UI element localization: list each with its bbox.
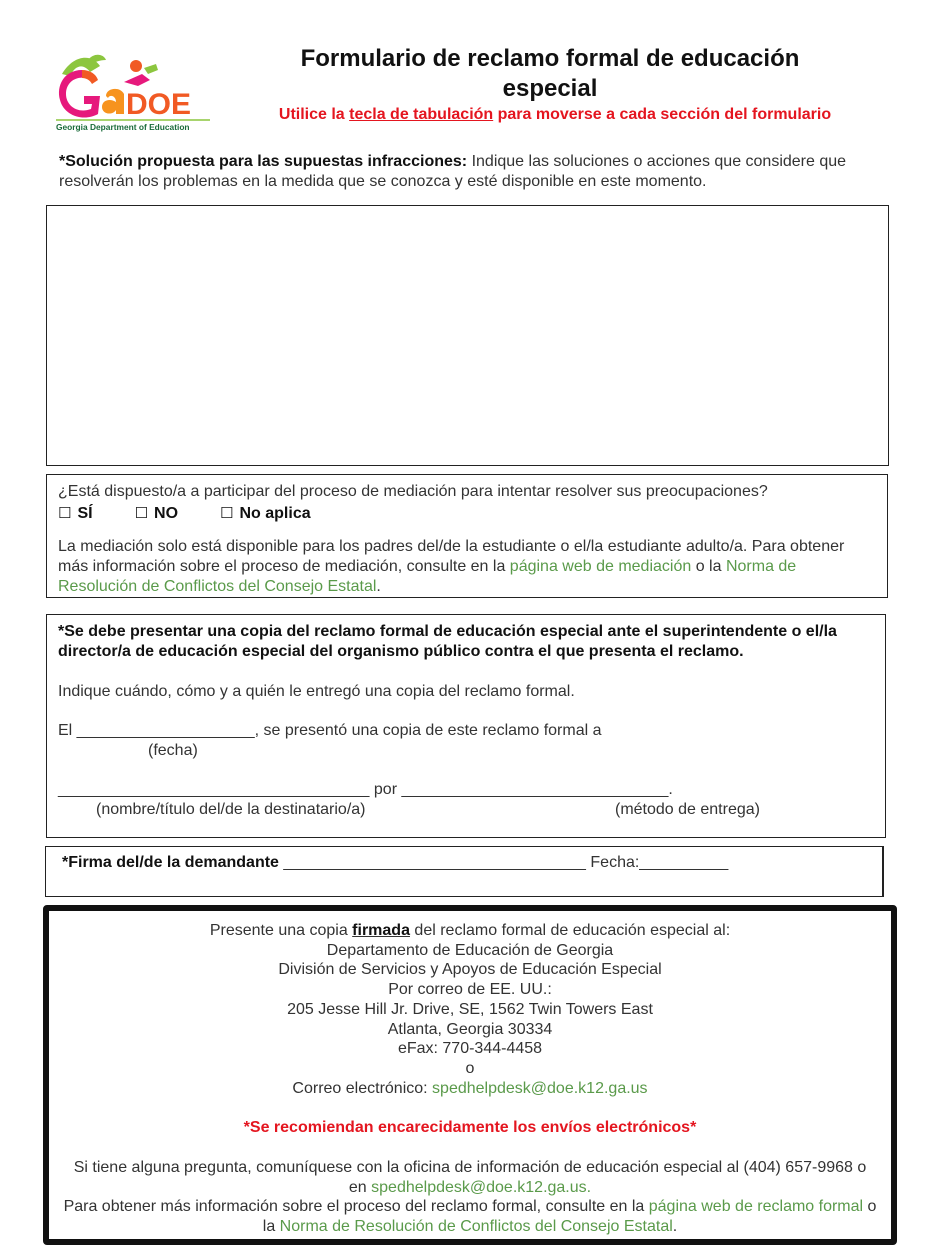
mediation-webpage-link[interactable]: página web de mediación [509, 558, 692, 575]
mail-label: Por correo de EE. UU.: [388, 981, 552, 999]
instruction-text: Utilice la [278, 106, 350, 123]
copy-instruction: Indique cuándo, cómo y a quién le entregó una copia del reclamo formal. [58, 683, 575, 700]
instruction-text-end: para moverse a cada sección del formulario [493, 106, 832, 123]
email-link[interactable]: spedhelpdesk@doe.k12.ga.us [432, 1079, 648, 1097]
logo-subtitle: Georgia Department of Education [56, 122, 190, 132]
gadoe-logo [54, 52, 214, 136]
questions-info [49, 1158, 891, 1197]
option-label: SÍ [77, 505, 93, 522]
option-label: No aplica [239, 505, 311, 522]
questions-text: Si tiene alguna pregunta, comuníquese con la oficina de información de educación especial al (404) 657-9968 o en [73, 1159, 867, 1196]
mediation-section [46, 474, 888, 598]
mediation-question: ¿Está dispuesto/a a participar del proceso de mediación para intentar resolver sus preocupaciones? [58, 483, 768, 500]
submit-text: Presente una copia [209, 922, 353, 939]
recipient-line[interactable]: ___________________________________ por ______________________________. [58, 781, 673, 798]
recipient-captions [58, 800, 874, 820]
instruction-emphasis: tecla de tabulación [349, 106, 494, 123]
mediation-option-yes[interactable] [58, 504, 93, 524]
signature-date-line[interactable]: __________________________________ Fecha:__________ [278, 854, 729, 871]
solution-label: *Solución propuesta para las supuestas infracciones: [59, 153, 468, 170]
svg-text:DOE: DOE [126, 88, 192, 121]
more-info-end: . [672, 1218, 678, 1236]
date-caption: (fecha) [148, 742, 198, 759]
checkbox-icon[interactable]: ☐ [58, 505, 72, 522]
email-label: Correo electrónico: [292, 1079, 433, 1097]
mediation-option-no[interactable] [135, 504, 178, 524]
method-caption: (método de entrega) [615, 801, 760, 818]
checkbox-icon[interactable]: ☐ [134, 505, 149, 522]
mediation-options [58, 504, 876, 524]
more-info [49, 1197, 891, 1236]
solution-description: Indique las soluciones o acciones que considere que resolverán los problemas en la medida que se conozca y esté disponible en este momento. [59, 153, 847, 190]
date-line[interactable]: El ____________________, se presentó una copia de este reclamo formal a [58, 722, 602, 739]
copy-heading: *Se debe presentar una copia del reclamo formal de educación especial ante el superintendente o el/la director/a de educación especial del organismo público contra el que presenta el reclamo. [58, 623, 837, 660]
copy-delivery-section [46, 614, 886, 838]
submission-info-box [43, 905, 897, 1245]
tab-instruction [230, 106, 880, 124]
mediation-info-end: . [376, 578, 381, 595]
address-line-1: 205 Jesse Hill Jr. Drive, SE, 1562 Twin Towers East [287, 1000, 653, 1018]
address-line-2: Atlanta, Georgia 30334 [387, 1020, 553, 1038]
more-info-or: o la [262, 1198, 877, 1236]
state-board-rule-link-footer[interactable]: Norma de Resolución de Conflictos del Consejo Estatal [279, 1218, 673, 1236]
questions-email-link[interactable]: spedhelpdesk@doe.k12.ga.us. [371, 1178, 592, 1196]
solution-prompt [59, 152, 889, 192]
submit-instruction [49, 921, 891, 941]
option-label: NO [154, 505, 179, 522]
signature-label: *Firma del/de la demandante [62, 854, 279, 871]
mediation-option-na[interactable] [220, 504, 311, 524]
signature-section [45, 846, 884, 897]
more-info-text: Para obtener más información sobre el proceso del reclamo formal, consulte en la [63, 1198, 649, 1216]
electronic-submission-note: *Se recomiendan encarecidamente los envíos electrónicos* [243, 1119, 697, 1137]
mediation-info [58, 537, 876, 597]
or-separator: o [465, 1059, 475, 1077]
solution-text-field[interactable] [46, 205, 889, 466]
efax: eFax: 770-344-4458 [397, 1040, 543, 1058]
division-name: División de Servicios y Apoyos de Educación Especial [278, 961, 662, 979]
mediation-info-text: La mediación solo está disponible para los padres del/de la estudiante o el/la estudiante adulto/a. Para obtener más información sobre el proceso de mediación, consulte en la [58, 538, 845, 575]
department-name: Departamento de Educación de Georgia [326, 941, 614, 959]
email-line [49, 1079, 891, 1099]
mediation-info-or: o la [691, 558, 726, 575]
signed-emphasis: firmada [352, 922, 410, 939]
formal-complaint-webpage-link[interactable]: página web de reclamo formal [648, 1198, 864, 1216]
state-board-rule-link[interactable]: Norma de Resolución de Conflictos del Consejo Estatal [58, 558, 797, 595]
submit-text-end: del reclamo formal de educación especial al: [409, 922, 731, 939]
page-title: Formulario de reclamo formal de educación especial [300, 45, 800, 102]
checkbox-icon[interactable]: ☐ [220, 505, 234, 522]
recipient-caption: (nombre/título del/de la destinatario/a) [96, 801, 366, 818]
